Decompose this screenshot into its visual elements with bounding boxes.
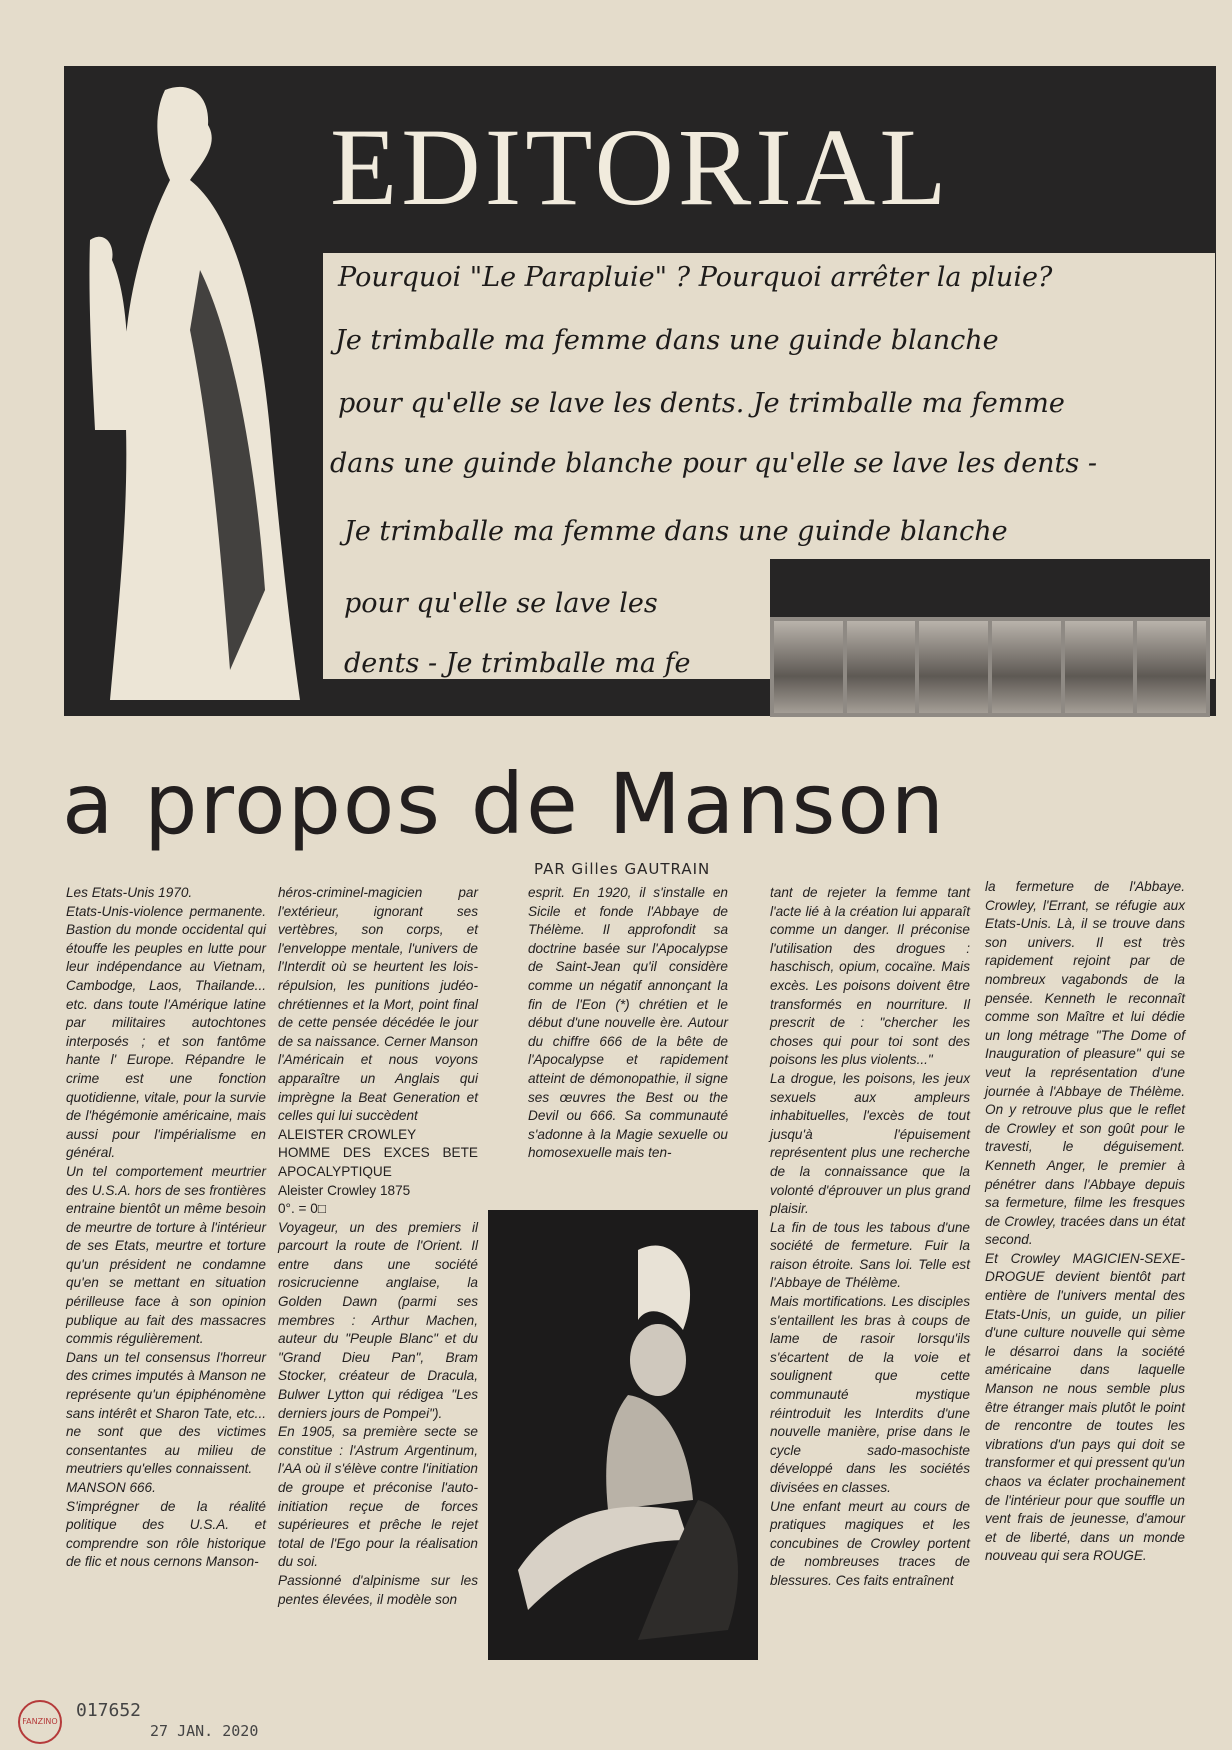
paragraph: Mais mortifications. Les disciples s'entaillent les bras à coups de lame de rasoir lorsqu'ils s'écartent de la voie et soulignent que cette communauté mystique réintroduit les Interdits d'une nouvelle manière, prise dans le cycle sado-masochiste développé dans les sociétés divisées en classes.: [770, 1294, 970, 1495]
handwriting-line-2: Je trimballe ma femme dans une guinde blanche: [335, 325, 999, 356]
handwriting-line-4: dans une guinde blanche pour qu'elle se lave les dents -: [330, 448, 1097, 479]
paragraph: tant de rejeter la femme tant l'acte lié à la création lui apparaît comme un danger. Il préconise l'utilisation des drogues : haschisch, opium, cocaïne. Mais excès. Les poisons doivent être transformés en nourriture. Il prescrit de : "chercher les choses qui pour toi sont des poisons les plus violents...": [770, 885, 970, 1068]
paragraph: Etats-Unis-violence permanente. Bastion du monde occidental qui étouffe les peuples en lutte pour leur indépendance au Vietnam, Cambodge, Laos, Thailande... etc. dans toute l'Amérique latine par militaires autochtones interposés ; et son fantôme hante l' Europe. Répandre le crime est une fonction quotidienne, vitale, pour la survie de l'hégémonie américaine, mais aussi pour l'impérialisme en général.: [66, 903, 266, 1161]
archive-stamp: FANZINO: [18, 1700, 62, 1744]
archive-date: 27 JAN. 2020: [150, 1722, 259, 1740]
handwriting-line-1: Pourquoi "Le Parapluie" ? Pourquoi arrêter la pluie?: [338, 262, 1053, 293]
handwriting-line-7: dents - Je trimballe ma fe: [344, 648, 691, 679]
paragraph: esprit. En 1920, il s'installe en Sicile et fonde l'Abbaye de Thélème. Il approfondit sa doctrine basée sur l'Apocalypse de Saint-Jean qu'il considère comme un négatif annonçant la fin de l'Eon (*) chrétien et le début d'une nouvelle ère. Autour du chiffre 666 de la bête de l'Apocalypse et rapidement atteint de démonopathie, il signe ses œuvres the Best ou the Devil ou 666. Sa communauté s'adonne à la Magie sexuelle ou homosexuelle mais ten-: [528, 885, 728, 1161]
subheading: ALEISTER CROWLEY: [278, 1126, 417, 1142]
paragraph: Dans un tel consensus l'horreur des crimes imputés à Manson ne représente qu'un épiphénomène sans intérêt et Sharon Tate, etc... ne sont que des victimes consentantes au milieu de meutriers qu'elles connaissent.: [66, 1349, 266, 1477]
handwriting-line-5: Je trimballe ma femme dans une guinde blanche: [344, 516, 1008, 547]
illustrated-woman-drawing: [70, 70, 320, 710]
paragraph: Aleister Crowley 1875: [278, 1182, 411, 1198]
paragraph: Les Etats-Unis 1970.: [66, 885, 193, 900]
paragraph: héros-criminel-magicien par l'extérieur, ignorant ses vertèbres, son corps, et l'enveloppe mentale, l'univers de l'Interdit où se heurtent les lois-répulsion, les punitions judéo-chrétiennes et la Mort, point final de cette pensée décédée le jour de sa naissance. Cerner Manson l'Américain et nous voyons apparaître un Anglais qui imprègne la Beat Generation et celles qui lui succèdent: [278, 885, 478, 1124]
paragraph: la fermeture de l'Abbaye. Crowley, l'Errant, se réfugie aux Etats-Unis. Là, il se trouve dans son univers. Il est très rapidement rejoint par de nombreux vagabonds de la pensée. Kenneth le reconnaît comme son Maître et lui dédie un long métrage "The Dome of Inauguration of pleasure" qui se veut la représentation d'une journée à l'Abbaye de Thélème. On y retrouve plus que le reflet de Crowley et son goût pour le travesti, le déguisement. Kenneth Anger, le premier à pénétrer dans l'Abbaye depuis sa fermeture, filme les fresques de Crowley, tracées dans un état second.: [985, 879, 1185, 1248]
subheading: HOMME DES EXCES BETE APOCALYPTIQUE: [278, 1145, 478, 1179]
handwriting-line-3: pour qu'elle se lave les dents. Je trimballe ma femme: [338, 388, 1065, 419]
byline: PAR Gilles GAUTRAIN: [534, 860, 711, 878]
handwriting-line-6: pour qu'elle se lave les: [344, 588, 658, 619]
headline: a propos de Manson: [62, 755, 947, 853]
paragraph: Une enfant meurt au cours de pratiques magiques et les concubines de Crowley portent de nombreuses traces de blessures. Ces faits entraînent: [770, 1498, 970, 1588]
article-column-1: [66, 884, 266, 1572]
article-column-5: [985, 878, 1185, 1566]
inventory-number: 017652: [76, 1700, 142, 1721]
paragraph: S'imprégner de la réalité politique des U.S.A. et comprendre son rôle historique de flic et nous cernons Manson-: [66, 1498, 266, 1570]
editorial-title: EDITORIAL: [330, 106, 951, 228]
subheading: MANSON 666.: [66, 1480, 156, 1495]
paragraph: Un tel comportement meurtrier des U.S.A. hors de ses frontières entraine bientôt un même besoin de meurtre de torture à l'intérieur de ses Etats, meurtre et torture qu'un président ne condamne qu'en se mettant en situation périlleuse face à son opinion publique au fait des massacres commis régulièrement.: [66, 1163, 266, 1347]
paragraph: Passionné d'alpinisme sur les pentes élevées, il modèle son: [278, 1572, 478, 1607]
paragraph: La fin de tous les tabous d'une société de fermeture. Fuir la raison étroite. Sans loi. Telle est l'Abbaye de Thélème.: [770, 1219, 970, 1291]
paragraph: En 1905, sa première secte se constitue : l'Astrum Argentinum, l'AA où il s'élève contre l'initiation de groupe et préconise l'auto-initiation reçue de forces supérieures et prêche le rejet total de l'Ego pour la réalisation du soi.: [278, 1424, 478, 1570]
paragraph: La drogue, les poisons, les jeux sexuels aux ampleurs inhabituelles, l'excès de tout jusqu'à l'épuisement représentent plus une recherche de la connaissance que la volonté d'éprouver un plus grand plaisir.: [770, 1070, 970, 1217]
paragraph: 0°. = 0□: [278, 1201, 327, 1217]
article-column-4: [770, 884, 970, 1591]
vintage-portrait-photo: [488, 1210, 758, 1660]
article-column-3: [528, 884, 728, 1163]
mannequin-photo-strip: [770, 617, 1210, 717]
article-column-2: [278, 884, 478, 1609]
dark-strip: [770, 559, 1210, 617]
paragraph: Voyageur, un des premiers il parcourt la route de l'Orient. Il entre dans une société rosicrucienne anglaise, la Golden Dawn (parmi ses membres : Arthur Machen, auteur du "Peuple Blanc" et du "Grand Dieu Pan", Bram Stocker, créateur de Dracula, Bulwer Lytton qui rédigea "Les derniers jours de Pompei").: [278, 1219, 478, 1421]
paragraph: Et Crowley MAGICIEN-SEXE-DROGUE devient bientôt part entière de l'univers mental des Etats-Unis, un guide, un pilier d'une culture nouvelle qui sème le désarroi dans la société américaine dans laquelle Manson ne nous semble plus être étranger mais plutôt le point de rencontre de toutes les vibrations d'un pays qui doit se transformer et qui pressent qu'un chaos va éclater prochainement de l'intérieur pour que souffle un vent frais de jeunesse, d'amour et de liberté, dans un monde nouveau qui sera ROUGE.: [985, 1250, 1185, 1564]
